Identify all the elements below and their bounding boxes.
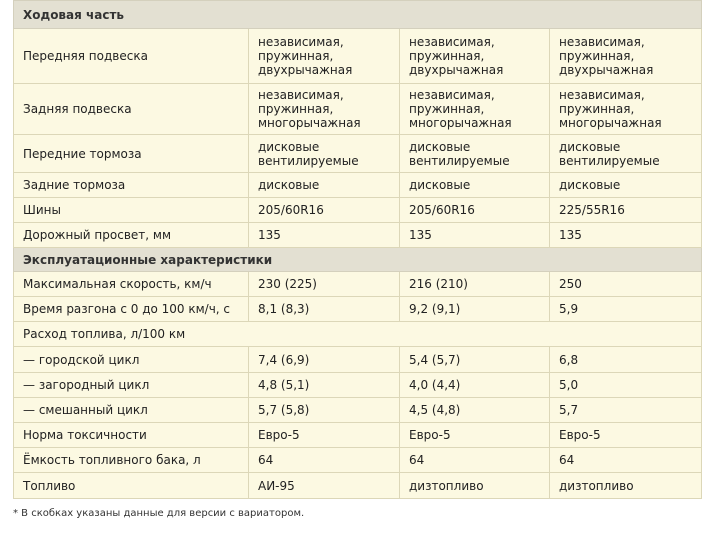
row-value: 64	[249, 448, 400, 473]
row-value: 7,4 (6,9)	[249, 347, 400, 373]
row-value: дизтопливо	[400, 473, 550, 499]
row-label: Задняя подвеска	[14, 84, 249, 135]
row-label: Ёмкость топливного бака, л	[14, 448, 249, 473]
row-value: 5,9	[550, 297, 702, 322]
row-value: дисковые	[550, 173, 702, 198]
table-row	[14, 322, 702, 347]
row-label: Передние тормоза	[14, 135, 249, 173]
row-value: дисковые вентилируемые	[400, 135, 550, 173]
row-value: 8,1 (8,3)	[249, 297, 400, 322]
row-value: дизтопливо	[550, 473, 702, 499]
row-value: 64	[400, 448, 550, 473]
table-row	[14, 398, 702, 423]
row-value: 5,4 (5,7)	[400, 347, 550, 373]
table-row	[14, 297, 702, 322]
section-title: Ходовая часть	[14, 1, 702, 29]
row-value: дисковые	[249, 173, 400, 198]
row-value: Евро-5	[400, 423, 550, 448]
row-label: Шины	[14, 198, 249, 223]
row-value: дисковые вентилируемые	[550, 135, 702, 173]
row-value: Евро-5	[249, 423, 400, 448]
spec-table	[13, 0, 702, 499]
row-value: независимая, пружинная, многорычажная	[400, 84, 550, 135]
table-row	[14, 448, 702, 473]
row-value: независимая, пружинная, многорычажная	[550, 84, 702, 135]
row-label: Задние тормоза	[14, 173, 249, 198]
table-row	[14, 173, 702, 198]
footnote: * В скобках указаны данные для версии с вариатором.	[13, 508, 305, 519]
row-value: дисковые	[400, 173, 550, 198]
row-value: 4,0 (4,4)	[400, 373, 550, 398]
row-value: Евро-5	[550, 423, 702, 448]
row-value: 4,8 (5,1)	[249, 373, 400, 398]
table-row	[14, 373, 702, 398]
spec-table-container	[13, 0, 701, 499]
row-value: 230 (225)	[249, 272, 400, 297]
row-value: 250	[550, 272, 702, 297]
page-edge	[706, 0, 721, 537]
section-header	[14, 1, 702, 29]
row-label: Максимальная скорость, км/ч	[14, 272, 249, 297]
row-value: 225/55R16	[550, 198, 702, 223]
section-title: Эксплуатационные характеристики	[14, 248, 702, 272]
table-row	[14, 29, 702, 84]
table-row	[14, 347, 702, 373]
row-label: Дорожный просвет, мм	[14, 223, 249, 248]
row-value: 135	[249, 223, 400, 248]
row-value: 4,5 (4,8)	[400, 398, 550, 423]
table-row	[14, 473, 702, 499]
row-label: — городской цикл	[14, 347, 249, 373]
row-value: 9,2 (9,1)	[400, 297, 550, 322]
row-label: — смешанный цикл	[14, 398, 249, 423]
row-label: Передняя подвеска	[14, 29, 249, 84]
section-header	[14, 248, 702, 272]
row-value: 64	[550, 448, 702, 473]
row-label: Время разгона с 0 до 100 км/ч, с	[14, 297, 249, 322]
row-value: независимая, пружинная, двухрычажная	[550, 29, 702, 84]
table-row	[14, 272, 702, 297]
row-value: 5,7 (5,8)	[249, 398, 400, 423]
row-value: 205/60R16	[249, 198, 400, 223]
row-value: 135	[400, 223, 550, 248]
row-value: 5,0	[550, 373, 702, 398]
table-row	[14, 135, 702, 173]
row-value: 6,8	[550, 347, 702, 373]
table-row	[14, 84, 702, 135]
row-value: независимая, пружинная, двухрычажная	[249, 29, 400, 84]
row-value: 205/60R16	[400, 198, 550, 223]
row-value: 135	[550, 223, 702, 248]
row-label: Расход топлива, л/100 км	[14, 322, 702, 347]
table-row	[14, 198, 702, 223]
row-value: независимая, пружинная, многорычажная	[249, 84, 400, 135]
table-row	[14, 223, 702, 248]
row-label: Топливо	[14, 473, 249, 499]
row-label: — загородный цикл	[14, 373, 249, 398]
row-value: 216 (210)	[400, 272, 550, 297]
row-value: дисковые вентилируемые	[249, 135, 400, 173]
row-label: Норма токсичности	[14, 423, 249, 448]
table-row	[14, 423, 702, 448]
row-value: 5,7	[550, 398, 702, 423]
row-value: АИ-95	[249, 473, 400, 499]
row-value: независимая, пружинная, двухрычажная	[400, 29, 550, 84]
